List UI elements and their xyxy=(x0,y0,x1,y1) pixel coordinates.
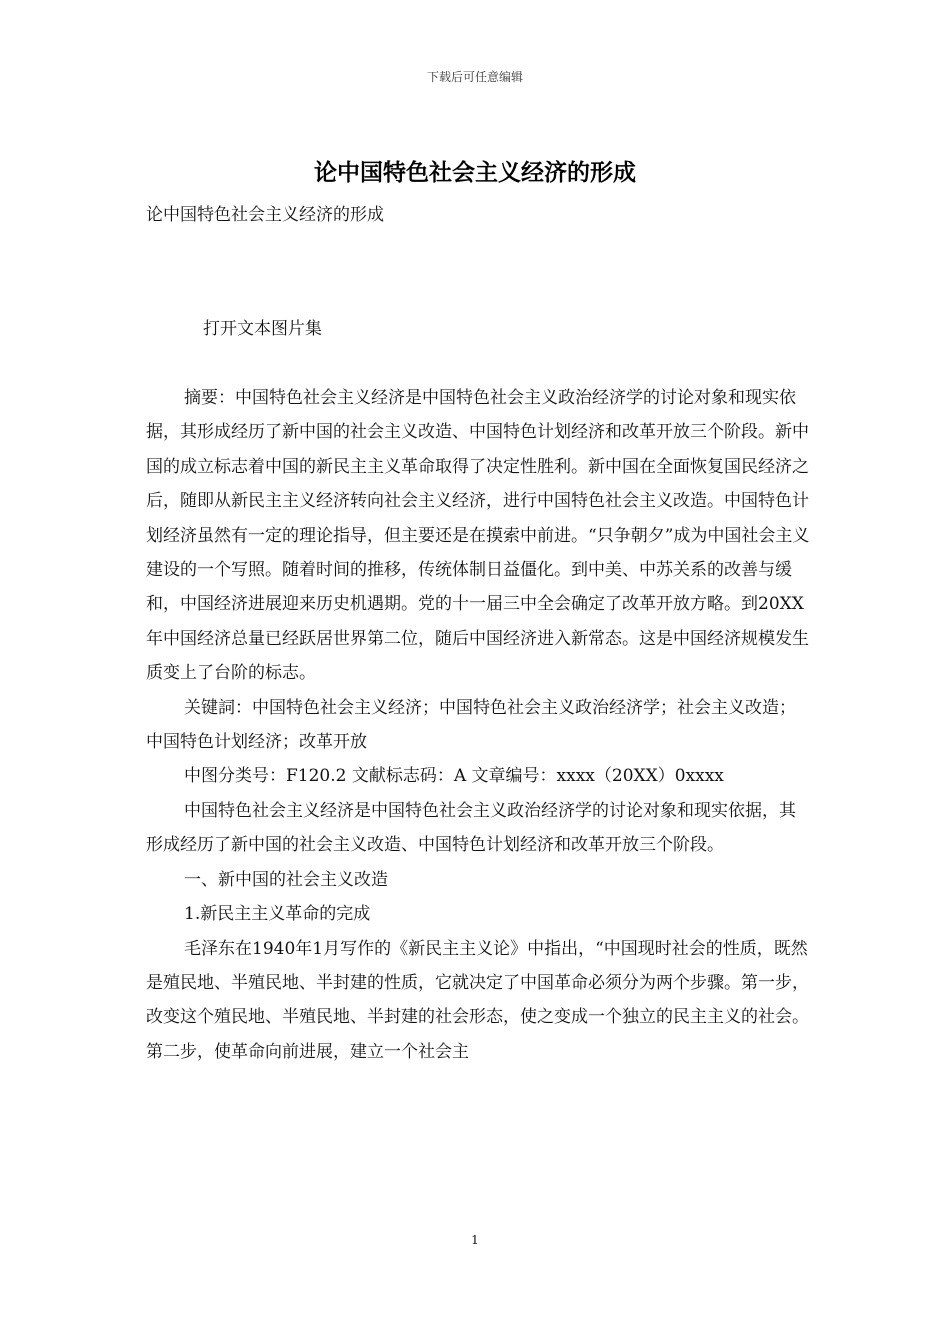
keywords-paragraph: 关键詞：中国特色社会主义经济；中国特色社会主义政治经济学；社会主义改造；中国特色计划经济；改革开放 xyxy=(146,697,796,753)
abstract-paragraph: 摘要：中国特色社会主义经济是中国特色社会主义政治经济学的讨论对象和现实依据，其形成经历了新中国的社会主义改造、中国特色计划经济和改革开放三个阶段。新中国的成立标志着中国的新民主主义革命取得了决定性胜利。新中国在全面恢复国民经济之后，随即从新民主主义经济转向社会主义经济，进行中国特色社会主义改造。中国特色计划经济虽然有一定的理论指导，但主要还是在摸索中前进。“只争朝夕”成为中国社会主义建设的一个写照。随着时间的推移，传统体制日益僵化。到中美、中苏关系的改善与缓和，中国经济进展迎来历史机遇期。党的十一届三中全会确定了改革开放方略。到20XX年中国经济总量已经跃居世界第二位，随后中国经济进入新常态。这是中国经济规模发生质变上了台阶的标志。 xyxy=(146,388,810,684)
classification-line: 中图分类号：F120.2 文献标志码：A 文章编号：xxxx（20XX）0xxxx xyxy=(184,766,724,787)
header-note: 下载后可任意编辑 xyxy=(426,70,523,84)
body-paragraph: 毛泽东在1940年1月写作的《新民主主义论》中指出，“中国现时社会的性质，既然是殖民地、半殖民地、半封建的性质，它就决定了中国革命必须分为两个步骤。第一步，改变这个殖民地、半殖民地、半封建的社会形态，使之变成一个独立的民主主义的社会。第二步，使革命向前进展，建立一个社会主 xyxy=(146,938,809,1062)
article-body xyxy=(146,381,812,1069)
subsection-heading: 1.新民主主义革命的完成 xyxy=(184,904,371,925)
open-image-set-link[interactable]: 打开文本图片集 xyxy=(203,319,322,339)
document-title: 论中国特色社会主义经济的形成 xyxy=(314,160,636,186)
page-number: 1 xyxy=(471,1233,479,1247)
section-heading: 一、新中国的社会主义改造 xyxy=(184,869,388,890)
intro-paragraph: 中国特色社会主义经济是中国特色社会主义政治经济学的讨论对象和现实依据，其形成经历了新中国的社会主义改造、中国特色计划经济和改革开放三个阶段。 xyxy=(146,800,796,856)
document-subtitle: 论中国特色社会主义经济的形成 xyxy=(146,205,384,225)
